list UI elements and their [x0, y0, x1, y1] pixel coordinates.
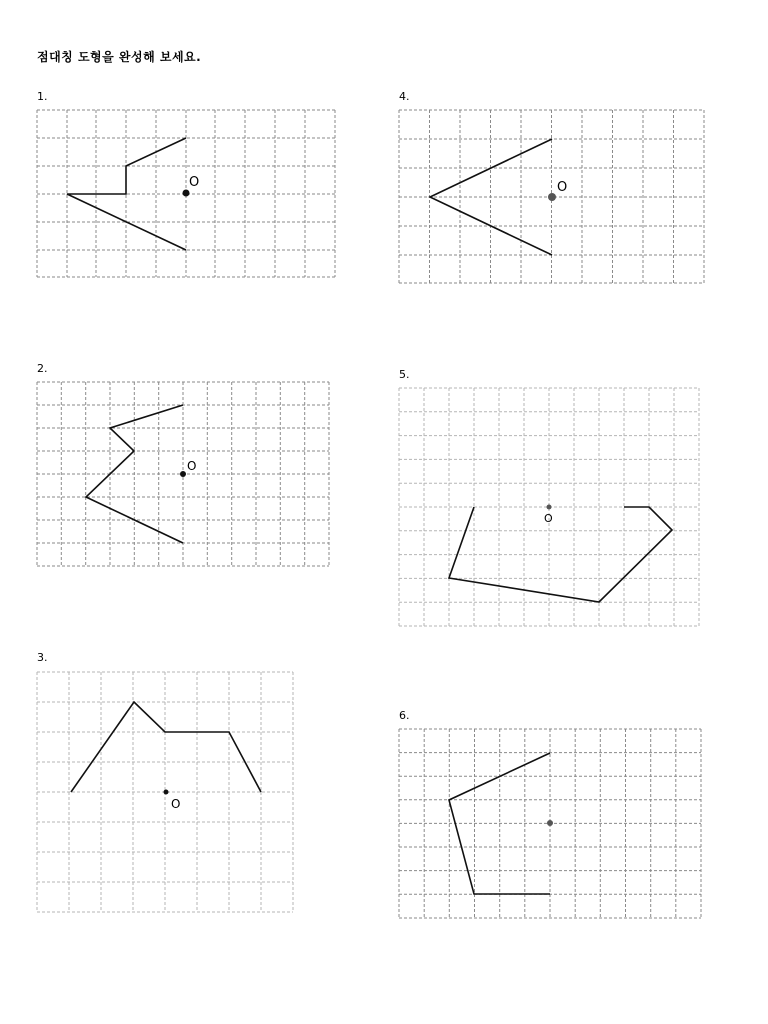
problem-1-center-point	[183, 190, 190, 197]
problem-1-center-label: O	[189, 175, 200, 190]
problem-5-center-point	[547, 505, 552, 510]
problem-6-grid	[399, 729, 704, 921]
problem-2-grid	[37, 382, 332, 570]
problem-5-center-label: O	[544, 512, 553, 525]
problem-3-grid	[37, 672, 297, 917]
problem-2-center-point	[180, 471, 186, 477]
worksheet-title: 점대칭 도형을 완성해 보세요.	[37, 50, 202, 64]
problem-4-grid	[399, 110, 707, 285]
problem-3-center-label: O	[171, 797, 181, 811]
problem-1-number: 1.	[37, 90, 48, 103]
problem-2-number: 2.	[37, 362, 48, 375]
problem-5-grid	[399, 388, 701, 628]
problem-6-center-point	[547, 820, 553, 826]
problem-4-center-label: O	[557, 180, 568, 195]
problem-2-center-label: O	[187, 459, 197, 473]
problem-6-number: 6.	[399, 709, 410, 722]
problem-3-number: 3.	[37, 651, 48, 664]
problem-4-number: 4.	[399, 90, 410, 103]
problem-3-center-point	[164, 790, 169, 795]
problem-3-half-figure	[71, 702, 261, 792]
problem-5-number: 5.	[399, 368, 410, 381]
problem-4-center-point	[548, 193, 556, 201]
problem-1-grid	[37, 110, 337, 280]
